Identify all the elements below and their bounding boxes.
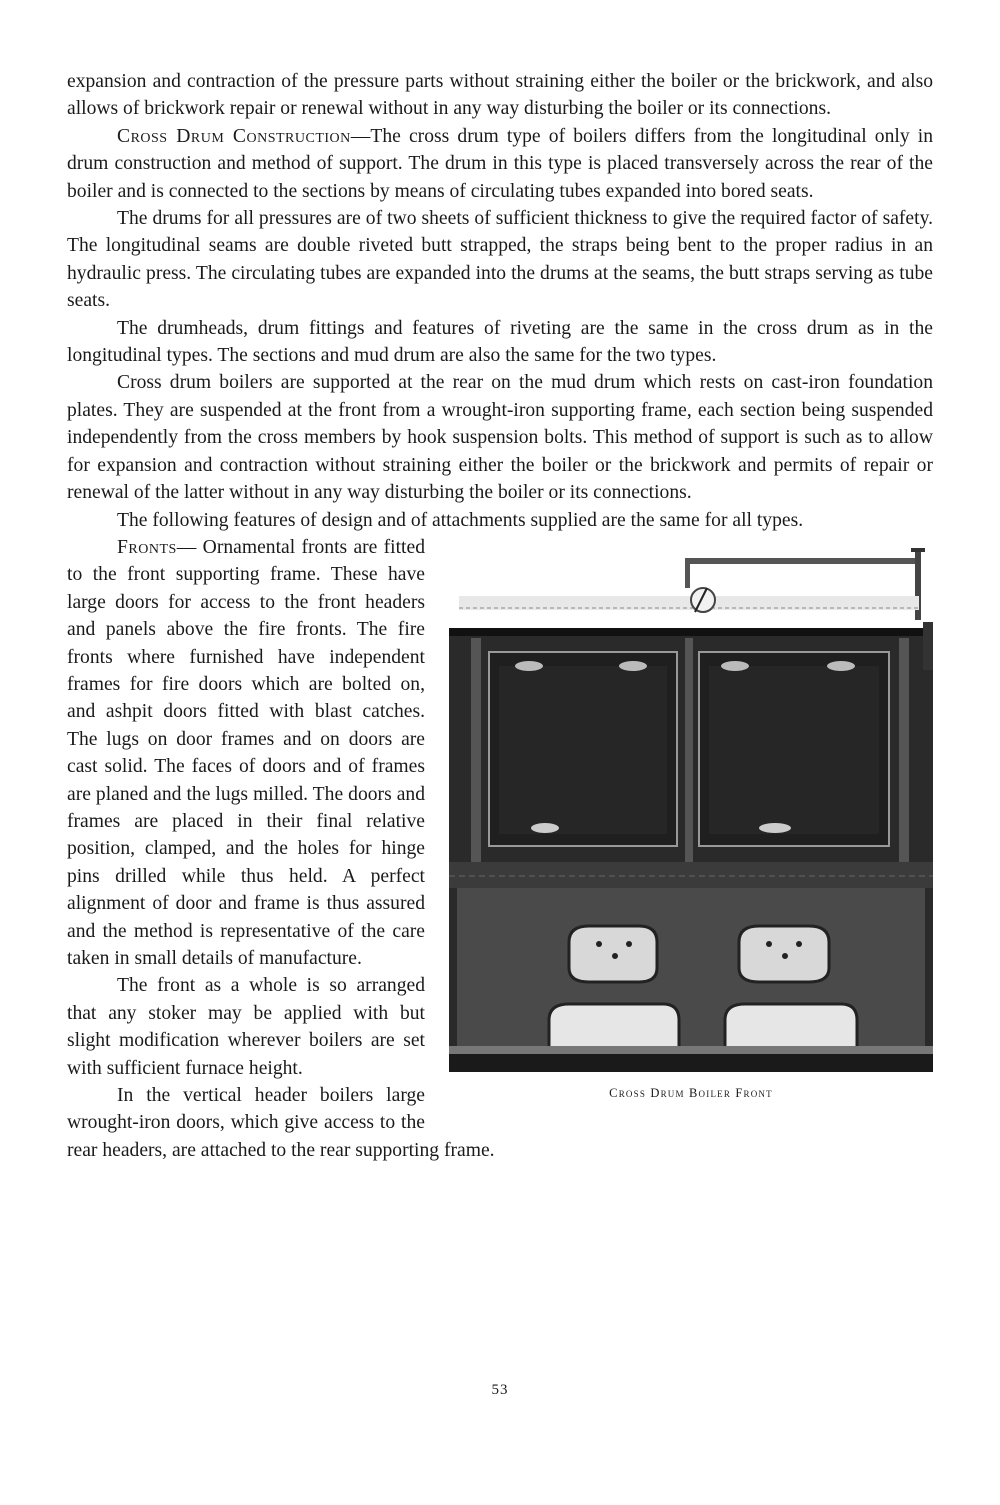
paragraph: The front as a whole is so arranged that any stoker may be applied with but slight modification wherever boilers are set with sufficient furnace height. xyxy=(67,975,425,1079)
paragraph: The drumheads, drum fittings and features of riveting are the same in the cross drum as in the longitudinal types. The sections and mud drum are also the same for the two types. xyxy=(67,317,933,367)
paragraph: In the vertical header boilers large wrought-iron doors, which give access to the rear headers, are attached to the rear supporting frame. xyxy=(67,1085,495,1161)
paragraph-text: —The cross drum type of boilers differs from the longitudinal only in drum construction and method of support. The drum in this type is placed transversely across the rear of the boiler and is connected to the sections by means of circulating tubes expanded into bored seats. xyxy=(67,125,934,202)
paragraph: The drums for all pressures are of two sheets of sufficient thickness to give the required factor of safety. The longitudinal seams are double riveted butt strapped, the straps being bent to the proper radius in an hydraulic press. The circulating tubes are expanded into the drums at the seams, the butt straps serving as tube seats. xyxy=(67,208,933,312)
paragraph: expansion and contraction of the pressure parts without straining either the boiler or the brickwork, and also allows of brickwork repair or renewal without in any way disturbing the boiler or its connections. xyxy=(67,71,933,120)
paragraph: Cross drum boilers are supported at the rear on the mud drum which rests on cast-iron foundation plates. They are suspended at the front from a wrought-iron supporting frame, each section being suspended independently from the cross members by hook suspension bolts. This method of support is such as to allow for expansion and contraction without straining either the boiler or the brickwork and permits of repair or renewal of the latter without in any way disturbing the boiler or its connections. xyxy=(67,372,933,504)
section-heading: Fronts xyxy=(117,536,177,558)
paragraph-cross-drum xyxy=(67,123,933,205)
boiler-front-illustration xyxy=(449,542,933,1072)
paragraph: The following features of design and of attachments supplied are the same for all types. xyxy=(117,509,804,531)
page-number: 53 xyxy=(491,1382,509,1398)
figure xyxy=(449,542,933,1110)
figure-caption: Cross Drum Boiler Front xyxy=(609,1085,773,1100)
section-heading: Cross Drum Construction xyxy=(117,125,351,147)
paragraph-text: — Ornamental fronts are fitted to the front supporting frame. These have large doors for access to the front headers and panels above the fire fronts. The fire fronts where furnished have independent frames for fire doors which are bolted on, and ashpit doors fitted with blast catches. The lugs on door frames and on doors are cast solid. The faces of doors and of frames are planed and the lugs milled. The doors and frames are placed in their final relative position, clamped, and the holes for hinge pins drilled while thus held. A perfect alignment of door and frame is thus assured and the method is representative of the care taken in small details of manufacture. xyxy=(67,536,425,969)
page-body xyxy=(67,68,933,1164)
